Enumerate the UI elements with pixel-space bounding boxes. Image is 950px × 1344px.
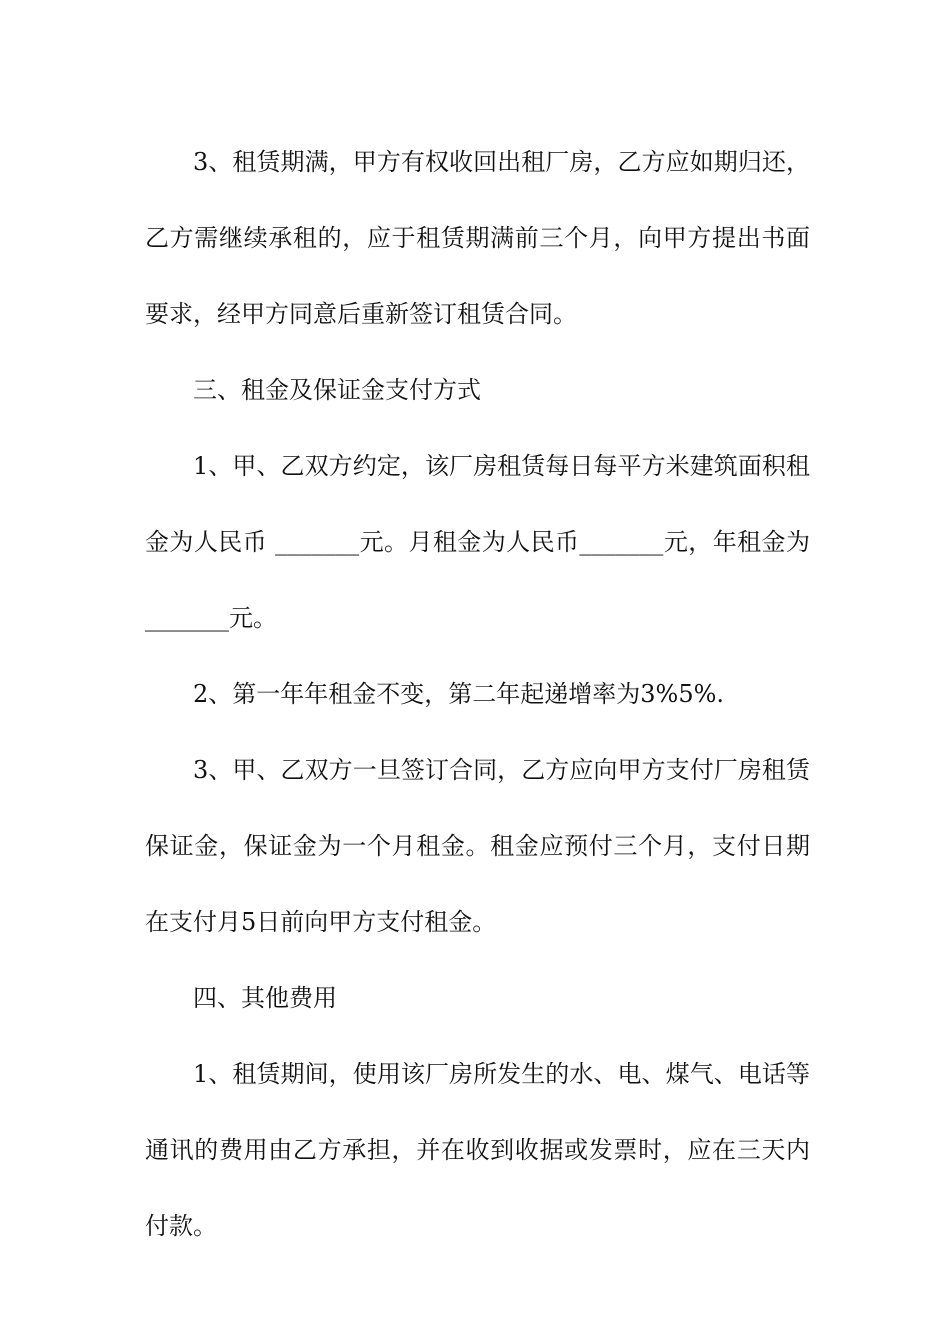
section-heading-other-fees: 四、其他费用 (193, 984, 337, 1012)
clause-1-rent-amount: 1、甲、乙双方约定，该厂房租赁每日每平方米建筑面积租金为人民币 _______元。月租金为人民币_______元，年租金为_______元。 (145, 452, 810, 632)
clause-3-lease-expiry: 3、租赁期满，甲方有权收回出租厂房，乙方应如期归还，乙方需继续承租的，应于租赁期满前三个月，向甲方提出书面要求，经甲方同意后重新签订租赁合同。 (145, 148, 810, 328)
clause-1-utility-fees: 1、租赁期间，使用该厂房所发生的水、电、煤气、电话等通讯的费用由乙方承担，并在收到收据或发票时，应在三天内付款。 (145, 1060, 810, 1240)
clause-2-rent-increase: 2、第一年年租金不变，第二年起递增率为3%5%. (193, 680, 725, 708)
clause-3-deposit: 3、甲、乙双方一旦签订合同，乙方应向甲方支付厂房租赁保证金，保证金为一个月租金。租金应预付三个月，支付日期在支付月5日前向甲方支付租金。 (145, 756, 810, 936)
section-heading-rent-deposit: 三、租金及保证金支付方式 (193, 376, 481, 404)
document-body (145, 124, 810, 1264)
